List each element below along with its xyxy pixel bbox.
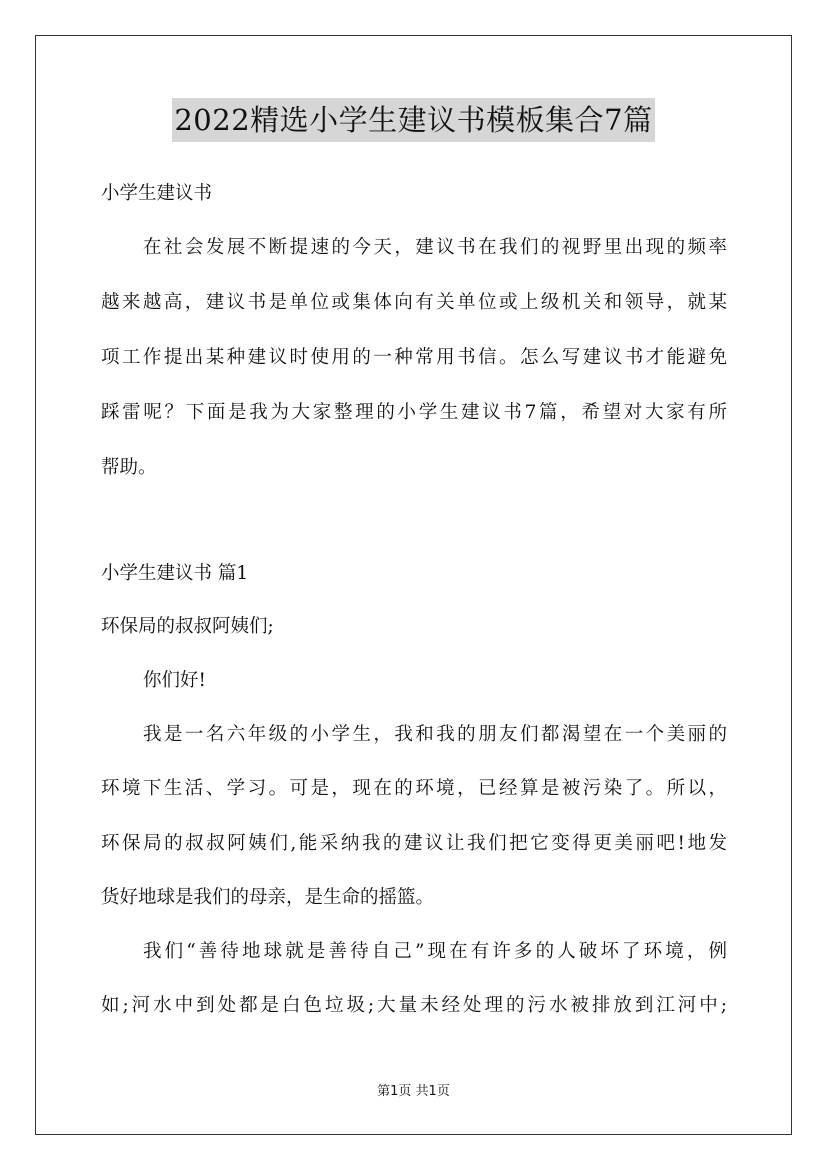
intro-line: 项工作提出某种建议时使用的一种常用书信。怎么写建议书才能避免 xyxy=(101,347,727,368)
title-container xyxy=(0,98,827,142)
paragraph-line: 环保局的叔叔阿姨们,能采纳我的建议让我们把它变得更美丽吧!地发 xyxy=(101,833,727,854)
letter-greeting: 你们好! xyxy=(143,670,206,691)
document-heading: 小学生建议书 xyxy=(101,183,213,204)
paragraph-line: 货好地球是我们的母亲，是生命的摇篮。 xyxy=(101,887,435,908)
paragraph-line: 如;河水中到处都是白色垃圾;大量未经处理的污水被排放到江河中; xyxy=(101,995,727,1016)
intro-line: 在社会发展不断提速的今天，建议书在我们的视野里出现的频率 xyxy=(143,237,727,258)
intro-line: 帮助。 xyxy=(101,457,157,478)
page-number-footer: 第1页 共1页 xyxy=(377,1084,450,1099)
paragraph-line: 环境下生活、学习。可是，现在的环境，已经算是被污染了。所以， xyxy=(101,778,727,799)
intro-line: 踩雷呢？下面是我为大家整理的小学生建议书7篇，希望对大家有所 xyxy=(101,402,727,423)
intro-line: 越来越高，建议书是单位或集体向有关单位或上级机关和领导，就某 xyxy=(101,292,727,313)
paragraph-line: 我是一名六年级的小学生，我和我的朋友们都渴望在一个美丽的 xyxy=(143,724,727,745)
letter-salutation: 环保局的叔叔阿姨们; xyxy=(101,616,274,637)
document-title: 2022精选小学生建议书模板集合7篇 xyxy=(172,98,654,142)
section-heading: 小学生建议书 篇1 xyxy=(101,563,249,584)
paragraph-line: 我们“善待地球就是善待自己”现在有许多的人破坏了环境，例 xyxy=(143,941,727,962)
